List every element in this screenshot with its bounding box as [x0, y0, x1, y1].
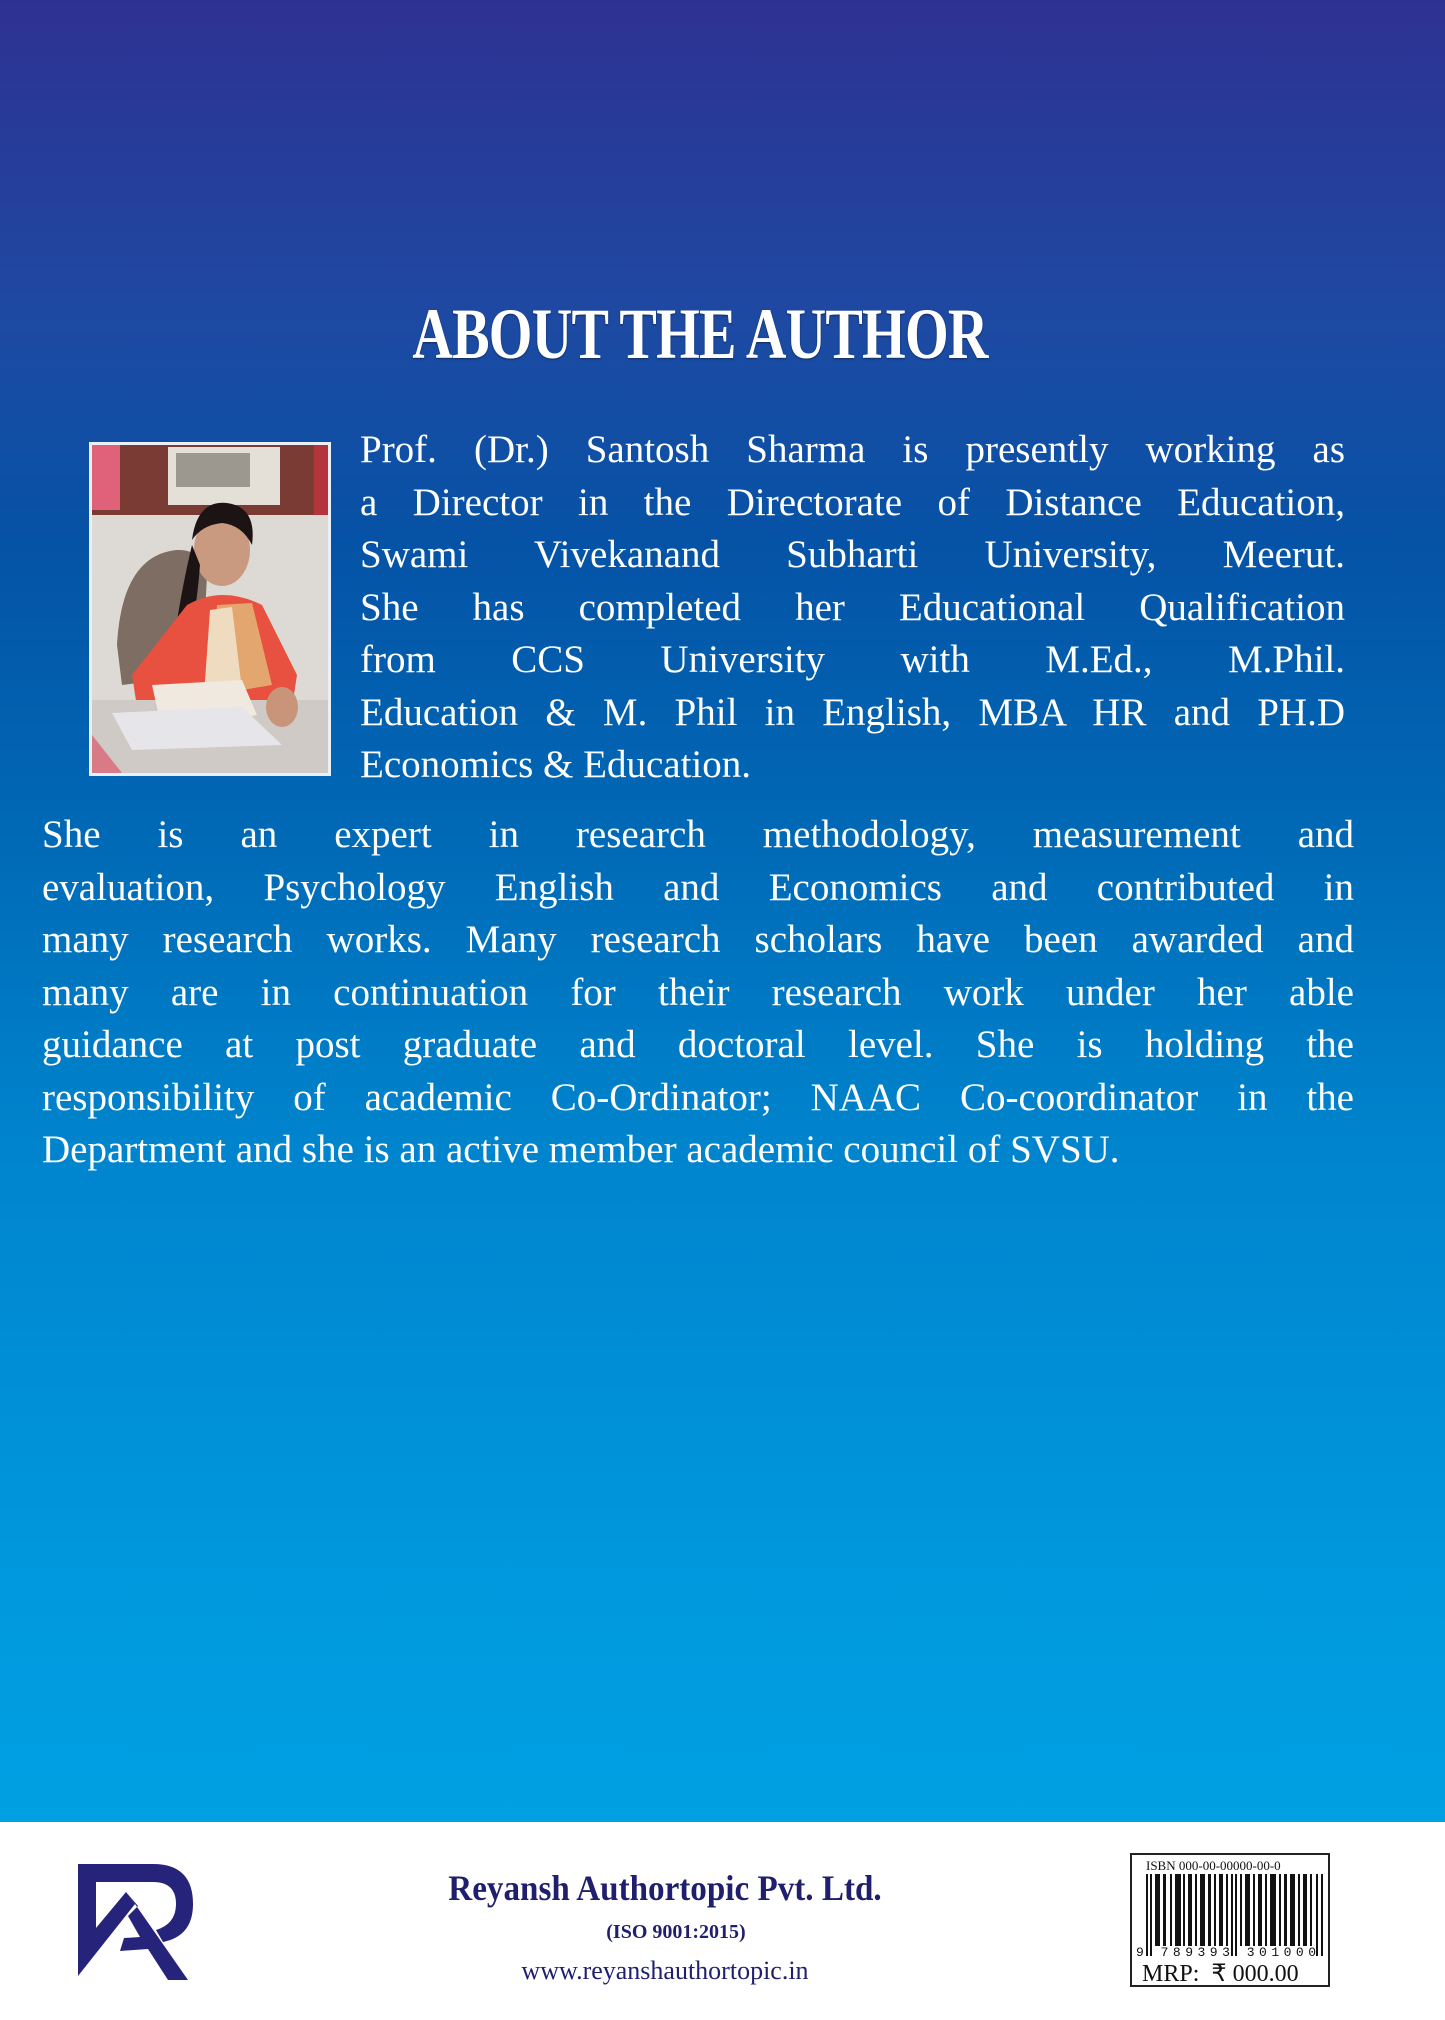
isbn-barcode	[1130, 1853, 1330, 1987]
bio-line: Department and she is an active member academic council of SVSU.	[42, 1128, 1120, 1171]
bio-line: guidance at post graduate and doctoral level. She is holding the	[42, 1023, 1354, 1066]
bio-line: Prof. (Dr.) Santosh Sharma is presently working as	[360, 428, 1345, 471]
bio-line: many research works. Many research scholars have been awarded and	[42, 918, 1354, 961]
publisher-name: Reyansh Authortopic Pvt. Ltd.	[448, 1868, 882, 1908]
mrp-value: ₹ 000.00	[1211, 1961, 1299, 1987]
iso-certification: (ISO 9001:2015)	[606, 1921, 746, 1943]
author-photo	[89, 442, 331, 776]
barcode-digits: 9 789393 301000	[1136, 1945, 1321, 1960]
bio-paragraph-2	[42, 809, 1354, 1177]
bio-line: Swami Vivekanand Subharti University, Meerut.	[360, 533, 1345, 576]
bio-line: evaluation, Psychology English and Economics and contributed in	[42, 865, 1354, 909]
bio-line: responsibility of academic Co-Ordinator; NAAC Co-coordinator in the	[42, 1075, 1354, 1119]
mrp-price	[1142, 1959, 1299, 1988]
bio-line: a Director in the Directorate of Distance Education,	[360, 480, 1345, 524]
publisher-website-link[interactable]: www.reyanshauthortopic.in	[521, 1956, 809, 1985]
bio-line: Education & M. Phil in English, MBA HR and PH.D	[360, 690, 1345, 734]
isbn-label: ISBN 000-00-00000-00-0	[1146, 1858, 1281, 1873]
bio-line: Economics & Education.	[360, 743, 751, 786]
section-title: ABOUT THE AUTHOR	[412, 294, 988, 374]
bio-line: from CCS University with M.Ed., M.Phil.	[360, 638, 1345, 681]
bio-line: She has completed her Educational Qualification	[360, 585, 1345, 629]
ra-monogram-logo-icon	[68, 1854, 198, 1988]
mrp-label: MRP:	[1142, 1961, 1200, 1987]
bio-paragraph-1	[360, 424, 1345, 792]
author-portrait-image	[92, 445, 328, 773]
barcode-bars-icon	[1146, 1874, 1326, 1956]
bio-line: She is an expert in research methodology, measurement and	[42, 813, 1354, 856]
bio-line: many are in continuation for their research work under her able	[42, 970, 1354, 1014]
